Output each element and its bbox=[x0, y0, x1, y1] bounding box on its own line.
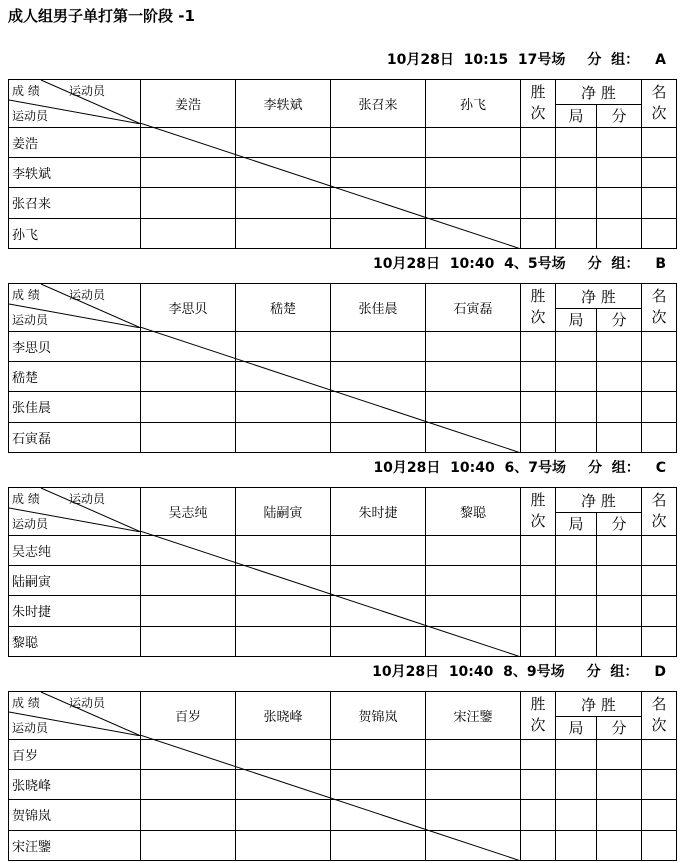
score-cell[interactable] bbox=[236, 739, 331, 769]
column-player-name: 嵇楚 bbox=[236, 284, 331, 332]
rank-cell[interactable] bbox=[642, 800, 677, 830]
wins-cell[interactable] bbox=[521, 535, 556, 565]
group-header-b bbox=[373, 253, 666, 275]
wins-cell[interactable] bbox=[521, 361, 556, 391]
net-games-cell[interactable] bbox=[556, 218, 597, 248]
row-player-name: 黎聪 bbox=[9, 626, 141, 656]
column-player-name: 石寅磊 bbox=[426, 284, 521, 332]
net-win-header: 净 胜 bbox=[556, 80, 642, 105]
net-points-cell[interactable] bbox=[597, 830, 642, 860]
net-points-cell[interactable] bbox=[597, 626, 642, 656]
group-header-d bbox=[372, 661, 666, 683]
rank-cell[interactable] bbox=[642, 535, 677, 565]
column-player-name: 黎聪 bbox=[426, 488, 521, 536]
score-cell[interactable] bbox=[141, 769, 236, 799]
match-date: 10月28日 bbox=[373, 256, 441, 272]
rank-cell[interactable] bbox=[642, 739, 677, 769]
net-games-cell[interactable] bbox=[556, 188, 597, 218]
score-cell[interactable] bbox=[236, 769, 331, 799]
score-cell[interactable] bbox=[426, 361, 521, 391]
score-cell[interactable] bbox=[426, 157, 521, 187]
row-player-name: 张佳晨 bbox=[9, 392, 141, 422]
score-cell[interactable] bbox=[426, 565, 521, 595]
row-player-name: 张晓峰 bbox=[9, 769, 141, 799]
score-cell[interactable] bbox=[236, 188, 331, 218]
corner-score-label: 成 绩 bbox=[12, 492, 40, 506]
court-number: 4、5号场 bbox=[504, 256, 566, 272]
score-cell[interactable] bbox=[331, 127, 426, 157]
wins-cell[interactable] bbox=[521, 127, 556, 157]
rank-header: 名 次 bbox=[642, 692, 677, 740]
wins-cell[interactable] bbox=[521, 626, 556, 656]
score-cell[interactable] bbox=[236, 331, 331, 361]
column-player-name: 陆嗣寅 bbox=[236, 488, 331, 536]
score-cell[interactable] bbox=[236, 626, 331, 656]
net-games-cell[interactable] bbox=[556, 739, 597, 769]
rank-cell[interactable] bbox=[642, 626, 677, 656]
rank-cell[interactable] bbox=[642, 331, 677, 361]
score-cell[interactable] bbox=[426, 739, 521, 769]
score-cell[interactable] bbox=[141, 830, 236, 860]
score-cell[interactable] bbox=[141, 422, 236, 452]
score-cell[interactable] bbox=[141, 800, 236, 830]
score-cell[interactable] bbox=[141, 535, 236, 565]
score-cell[interactable] bbox=[426, 769, 521, 799]
group-letter: D bbox=[654, 664, 666, 680]
score-cell[interactable] bbox=[236, 392, 331, 422]
corner-player-label-bottom: 运动员 bbox=[12, 721, 49, 735]
net-games-header: 局 bbox=[556, 717, 597, 739]
row-player-name: 贺锦岚 bbox=[9, 800, 141, 830]
score-cell[interactable] bbox=[141, 596, 236, 626]
score-cell[interactable] bbox=[331, 800, 426, 830]
row-player-name: 李思贝 bbox=[9, 331, 141, 361]
net-games-cell[interactable] bbox=[556, 565, 597, 595]
wins-header: 胜 次 bbox=[521, 80, 556, 128]
match-time: 10:15 bbox=[463, 52, 509, 68]
rank-cell[interactable] bbox=[642, 157, 677, 187]
group-label: 分 组： bbox=[586, 664, 639, 680]
header-corner-cell bbox=[9, 284, 141, 332]
score-cell[interactable] bbox=[426, 800, 521, 830]
net-games-cell[interactable] bbox=[556, 769, 597, 799]
score-table-b bbox=[8, 283, 677, 453]
score-cell[interactable] bbox=[236, 127, 331, 157]
score-cell[interactable] bbox=[236, 535, 331, 565]
column-player-name: 张召来 bbox=[331, 80, 426, 128]
row-player-name: 孙飞 bbox=[9, 218, 141, 248]
score-cell[interactable] bbox=[331, 331, 426, 361]
score-cell[interactable] bbox=[236, 596, 331, 626]
wins-cell[interactable] bbox=[521, 596, 556, 626]
score-cell[interactable] bbox=[331, 739, 426, 769]
net-points-header: 分 bbox=[597, 309, 642, 331]
rank-header: 名 次 bbox=[642, 284, 677, 332]
net-games-cell[interactable] bbox=[556, 626, 597, 656]
net-points-cell[interactable] bbox=[597, 739, 642, 769]
wins-cell[interactable] bbox=[521, 422, 556, 452]
score-table-c bbox=[8, 487, 677, 657]
score-cell[interactable] bbox=[426, 830, 521, 860]
net-games-cell[interactable] bbox=[556, 392, 597, 422]
wins-cell[interactable] bbox=[521, 800, 556, 830]
net-points-cell[interactable] bbox=[597, 127, 642, 157]
column-player-name: 宋汪鑒 bbox=[426, 692, 521, 740]
net-games-cell[interactable] bbox=[556, 596, 597, 626]
score-cell[interactable] bbox=[141, 331, 236, 361]
group-header-c bbox=[373, 457, 666, 479]
row-player-name: 百岁 bbox=[9, 739, 141, 769]
score-cell[interactable] bbox=[331, 769, 426, 799]
score-cell[interactable] bbox=[331, 830, 426, 860]
score-cell[interactable] bbox=[236, 422, 331, 452]
net-points-header: 分 bbox=[597, 717, 642, 739]
score-cell[interactable] bbox=[141, 392, 236, 422]
rank-header: 名 次 bbox=[642, 488, 677, 536]
match-date: 10月28日 bbox=[386, 52, 454, 68]
corner-player-label-bottom: 运动员 bbox=[12, 313, 49, 327]
net-points-cell[interactable] bbox=[597, 596, 642, 626]
score-cell[interactable] bbox=[141, 157, 236, 187]
column-player-name: 朱时捷 bbox=[331, 488, 426, 536]
match-date: 10月28日 bbox=[373, 460, 441, 476]
column-player-name: 李轶斌 bbox=[236, 80, 331, 128]
net-games-header: 局 bbox=[556, 309, 597, 331]
score-cell[interactable] bbox=[141, 626, 236, 656]
net-points-cell[interactable] bbox=[597, 188, 642, 218]
score-cell[interactable] bbox=[426, 188, 521, 218]
score-cell[interactable] bbox=[426, 331, 521, 361]
wins-cell[interactable] bbox=[521, 830, 556, 860]
column-player-name: 李思贝 bbox=[141, 284, 236, 332]
net-games-header: 局 bbox=[556, 513, 597, 535]
net-points-cell[interactable] bbox=[597, 800, 642, 830]
score-cell[interactable] bbox=[141, 565, 236, 595]
score-cell[interactable] bbox=[236, 157, 331, 187]
net-games-cell[interactable] bbox=[556, 331, 597, 361]
net-points-cell[interactable] bbox=[597, 392, 642, 422]
match-time: 10:40 bbox=[450, 460, 495, 476]
row-player-name: 李轶斌 bbox=[9, 157, 141, 187]
score-cell[interactable] bbox=[141, 739, 236, 769]
score-cell[interactable] bbox=[426, 596, 521, 626]
score-table-a bbox=[8, 79, 677, 249]
column-player-name: 吴志纯 bbox=[141, 488, 236, 536]
score-cell[interactable] bbox=[426, 218, 521, 248]
rank-cell[interactable] bbox=[642, 830, 677, 860]
net-points-cell[interactable] bbox=[597, 565, 642, 595]
court-number: 6、7号场 bbox=[504, 460, 566, 476]
net-games-header: 局 bbox=[556, 105, 597, 127]
score-cell[interactable] bbox=[236, 361, 331, 391]
group-letter: B bbox=[655, 256, 666, 272]
column-player-name: 姜浩 bbox=[141, 80, 236, 128]
rank-header: 名 次 bbox=[642, 80, 677, 128]
score-cell[interactable] bbox=[426, 127, 521, 157]
corner-player-label-top: 运动员 bbox=[69, 696, 106, 710]
corner-score-label: 成 绩 bbox=[12, 84, 40, 98]
corner-score-label: 成 绩 bbox=[12, 288, 40, 302]
match-time: 10:40 bbox=[449, 256, 495, 272]
score-cell[interactable] bbox=[141, 361, 236, 391]
rank-cell[interactable] bbox=[642, 769, 677, 799]
score-cell[interactable] bbox=[236, 830, 331, 860]
net-games-cell[interactable] bbox=[556, 535, 597, 565]
rank-cell[interactable] bbox=[642, 188, 677, 218]
net-points-cell[interactable] bbox=[597, 157, 642, 187]
net-games-cell[interactable] bbox=[556, 422, 597, 452]
group-label: 分 组： bbox=[587, 460, 640, 476]
score-table-d bbox=[8, 691, 677, 861]
score-cell[interactable] bbox=[331, 626, 426, 656]
corner-player-label-top: 运动员 bbox=[69, 492, 106, 506]
score-cell[interactable] bbox=[331, 392, 426, 422]
net-games-cell[interactable] bbox=[556, 157, 597, 187]
header-corner-cell bbox=[9, 80, 141, 128]
score-cell[interactable] bbox=[141, 218, 236, 248]
wins-cell[interactable] bbox=[521, 739, 556, 769]
score-cell[interactable] bbox=[331, 361, 426, 391]
wins-header: 胜 次 bbox=[521, 692, 556, 740]
score-cell[interactable] bbox=[426, 535, 521, 565]
net-win-header: 净 胜 bbox=[556, 488, 642, 513]
net-points-cell[interactable] bbox=[597, 361, 642, 391]
wins-header: 胜 次 bbox=[521, 284, 556, 332]
score-cell[interactable] bbox=[331, 565, 426, 595]
score-cell[interactable] bbox=[426, 392, 521, 422]
wins-cell[interactable] bbox=[521, 769, 556, 799]
row-player-name: 姜浩 bbox=[9, 127, 141, 157]
court-number: 8、9号场 bbox=[503, 664, 565, 680]
score-cell[interactable] bbox=[331, 218, 426, 248]
score-cell[interactable] bbox=[236, 800, 331, 830]
score-cell[interactable] bbox=[236, 565, 331, 595]
column-player-name: 张晓峰 bbox=[236, 692, 331, 740]
wins-cell[interactable] bbox=[521, 218, 556, 248]
rank-cell[interactable] bbox=[642, 392, 677, 422]
net-points-cell[interactable] bbox=[597, 769, 642, 799]
rank-cell[interactable] bbox=[642, 596, 677, 626]
rank-cell[interactable] bbox=[642, 127, 677, 157]
wins-cell[interactable] bbox=[521, 157, 556, 187]
net-games-cell[interactable] bbox=[556, 800, 597, 830]
net-points-cell[interactable] bbox=[597, 422, 642, 452]
column-player-name: 贺锦岚 bbox=[331, 692, 426, 740]
wins-cell[interactable] bbox=[521, 188, 556, 218]
score-cell[interactable] bbox=[141, 127, 236, 157]
row-player-name: 朱时捷 bbox=[9, 596, 141, 626]
court-number: 17号场 bbox=[517, 52, 566, 68]
score-cell[interactable] bbox=[236, 218, 331, 248]
match-date: 10月28日 bbox=[372, 664, 440, 680]
score-cell[interactable] bbox=[331, 188, 426, 218]
row-player-name: 宋汪鑒 bbox=[9, 830, 141, 860]
header-corner-cell bbox=[9, 692, 141, 740]
column-player-name: 百岁 bbox=[141, 692, 236, 740]
wins-header: 胜 次 bbox=[521, 488, 556, 536]
page-title: 成人组男子单打第一阶段 -1 bbox=[8, 7, 195, 25]
rank-cell[interactable] bbox=[642, 218, 677, 248]
column-player-name: 孙飞 bbox=[426, 80, 521, 128]
rank-cell[interactable] bbox=[642, 361, 677, 391]
group-label: 分 组： bbox=[587, 256, 640, 272]
header-corner-cell bbox=[9, 488, 141, 536]
net-points-cell[interactable] bbox=[597, 218, 642, 248]
score-cell[interactable] bbox=[331, 535, 426, 565]
row-player-name: 张召来 bbox=[9, 188, 141, 218]
corner-score-label: 成 绩 bbox=[12, 696, 40, 710]
net-points-header: 分 bbox=[597, 105, 642, 127]
rank-cell[interactable] bbox=[642, 422, 677, 452]
net-points-cell[interactable] bbox=[597, 331, 642, 361]
row-player-name: 嵇楚 bbox=[9, 361, 141, 391]
net-win-header: 净 胜 bbox=[556, 284, 642, 309]
group-letter: C bbox=[655, 460, 666, 476]
group-header-a bbox=[387, 49, 666, 71]
wins-cell[interactable] bbox=[521, 565, 556, 595]
score-cell[interactable] bbox=[331, 422, 426, 452]
net-games-cell[interactable] bbox=[556, 830, 597, 860]
rank-cell[interactable] bbox=[642, 565, 677, 595]
score-cell[interactable] bbox=[141, 188, 236, 218]
net-points-cell[interactable] bbox=[597, 535, 642, 565]
corner-player-label-top: 运动员 bbox=[69, 288, 106, 302]
row-player-name: 陆嗣寅 bbox=[9, 565, 141, 595]
net-games-cell[interactable] bbox=[556, 127, 597, 157]
net-win-header: 净 胜 bbox=[556, 692, 642, 717]
group-label: 分 组： bbox=[587, 52, 640, 68]
corner-player-label-bottom: 运动员 bbox=[12, 517, 49, 531]
score-cell[interactable] bbox=[331, 596, 426, 626]
score-cell[interactable] bbox=[331, 157, 426, 187]
row-player-name: 石寅磊 bbox=[9, 422, 141, 452]
column-player-name: 张佳晨 bbox=[331, 284, 426, 332]
match-time: 10:40 bbox=[448, 664, 494, 680]
net-points-header: 分 bbox=[597, 513, 642, 535]
wins-cell[interactable] bbox=[521, 331, 556, 361]
wins-cell[interactable] bbox=[521, 392, 556, 422]
corner-player-label-top: 运动员 bbox=[69, 84, 106, 98]
row-player-name: 吴志纯 bbox=[9, 535, 141, 565]
score-cell[interactable] bbox=[426, 422, 521, 452]
corner-player-label-bottom: 运动员 bbox=[12, 109, 49, 123]
net-games-cell[interactable] bbox=[556, 361, 597, 391]
group-letter: A bbox=[655, 52, 666, 68]
score-cell[interactable] bbox=[426, 626, 521, 656]
